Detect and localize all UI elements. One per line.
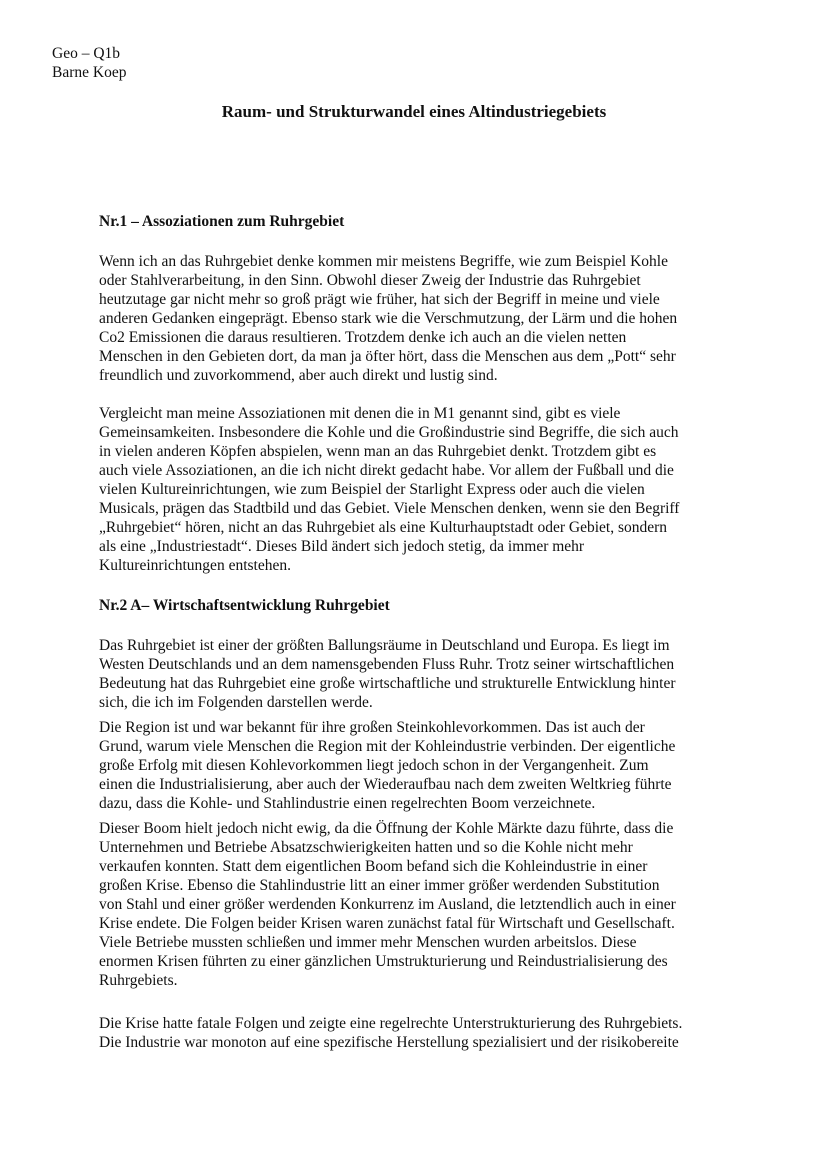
author-name: Barne Koep: [52, 64, 127, 81]
paragraph: [99, 252, 677, 385]
text-line: Die Krise hatte fatale Folgen und zeigte eine regelrechte Unterstrukturierung des Ruhrgebiets.: [99, 1015, 683, 1032]
paragraph: [99, 1014, 682, 1052]
text-line: enormen Krisen führten zu einer gänzlichen Umstrukturierung und Reindustrialisierung des: [99, 953, 668, 970]
text-line: von Stahl und einer größer werdenden Konkurrenz im Ausland, die letztendlich auch in einer: [99, 896, 676, 913]
text-line: Dieser Boom hielt jedoch nicht ewig, da die Öffnung der Kohle Märkte dazu führte, dass die: [99, 820, 674, 837]
text-line: Viele Betriebe mussten schließen und immer mehr Menschen wurden arbeitslos. Diese: [99, 934, 637, 951]
text-line: großen Krise. Ebenso die Stahlindustrie litt an einer immer größer werdenden Substitution: [99, 877, 660, 894]
text-line: Wenn ich an das Ruhrgebiet denke kommen mir meistens Begriffe, wie zum Beispiel Kohle: [99, 253, 668, 270]
text-line: heutzutage gar nicht mehr so groß prägt wie früher, hat sich der Begriff in meine und viele: [99, 291, 660, 308]
text-line: anderen Gedanken eingeprägt. Ebenso stark wie die Verschmutzung, der Lärm und die hohen: [99, 310, 678, 327]
section-heading-2: Nr.2 A– Wirtschaftsentwicklung Ruhrgebiet: [99, 597, 390, 614]
text-line: auch viele Assoziationen, an die ich nicht direkt gedacht habe. Vor allem der Fußball und die: [99, 462, 674, 479]
text-line: Unternehmen und Betriebe Absatzschwierigkeiten hatten und so die Kohle nicht mehr: [99, 839, 633, 856]
course-label: Geo – Q1b: [52, 45, 121, 62]
text-line: Menschen in den Gebieten dort, da man ja öfter hört, dass die Menschen aus dem „Pott“ sehr: [99, 348, 676, 365]
text-line: sich, die ich im Folgenden darstellen werde.: [99, 694, 373, 711]
text-line: freundlich und zuvorkommend, aber auch direkt und lustig sind.: [99, 367, 498, 384]
paragraph: [99, 404, 679, 575]
paragraph: [99, 718, 675, 813]
document-title: Raum- und Strukturwandel eines Altindustriegebiets: [221, 102, 607, 121]
text-line: Grund, warum viele Menschen die Region mit der Kohleindustrie verbinden. Der eigentliche: [99, 738, 676, 755]
text-line: Gemeinsamkeiten. Insbesondere die Kohle und die Großindustrie sind Begriffe, die sich auch: [99, 424, 679, 441]
text-line: Die Region ist und war bekannt für ihre großen Steinkohlevorkommen. Das ist auch der: [99, 719, 645, 736]
text-line: oder Stahlverarbeitung, in den Sinn. Obwohl dieser Zweig der Industrie das Ruhrgebiet: [99, 272, 641, 289]
text-line: einen die Industrialisierung, aber auch der Wiederaufbau nach dem zweiten Weltkrieg führte: [99, 776, 672, 793]
text-line: Bedeutung hat das Ruhrgebiet eine große wirtschaftliche und strukturelle Entwicklung hinter: [99, 675, 676, 692]
paragraph: [99, 819, 676, 990]
text-line: Kultureinrichtungen entstehen.: [99, 557, 291, 574]
text-line: große Erfolg mit diesen Kohlevorkommen liegt jedoch schon in der Vergangenheit. Zum: [99, 757, 649, 774]
section-heading-1: Nr.1 – Assoziationen zum Ruhrgebiet: [99, 213, 345, 230]
text-line: als eine „Industriestadt“. Dieses Bild ändert sich jedoch stetig, da immer mehr: [99, 538, 585, 555]
text-line: vielen Kultureinrichtungen, wie zum Beispiel der Starlight Express oder auch die vielen: [99, 481, 645, 498]
text-line: Vergleicht man meine Assoziationen mit denen die in M1 genannt sind, gibt es viele: [99, 405, 621, 422]
text-line: Krise endete. Die Folgen beider Krisen waren zunächst fatal für Wirtschaft und Gesellschaft.: [99, 915, 675, 932]
text-line: in vielen anderen Köpfen abspielen, wenn man an das Ruhrgebiet denkt. Trotzdem gibt es: [99, 443, 657, 460]
text-line: Westen Deutschlands und an dem namensgebenden Fluss Ruhr. Trotz seiner wirtschaftlichen: [99, 656, 675, 673]
text-line: Ruhrgebiets.: [99, 972, 178, 989]
text-line: Co2 Emissionen die daraus resultieren. Trotzdem denke ich auch an die vielen netten: [99, 329, 627, 346]
paragraph: [99, 636, 676, 712]
text-line: Musicals, prägen das Stadtbild und das Gebiet. Viele Menschen denken, wenn sie den Begriff: [99, 500, 680, 517]
text-line: dazu, dass die Kohle- und Stahlindustrie einen regelrechten Boom verzeichnete.: [99, 795, 596, 812]
document-header: [52, 44, 126, 82]
text-line: verkaufen konnten. Statt dem eigentlichen Boom befand sich die Kohleindustrie in einer: [99, 858, 648, 875]
text-line: Das Ruhrgebiet ist einer der größten Ballungsräume in Deutschland und Europa. Es liegt im: [99, 637, 670, 654]
text-line: „Ruhrgebiet“ hören, nicht an das Ruhrgebiet als eine Kulturhauptstadt oder Gebiet, sondern: [99, 519, 668, 536]
text-line: Die Industrie war monoton auf eine spezifische Herstellung spezialisiert und der risikobereite: [99, 1034, 679, 1051]
